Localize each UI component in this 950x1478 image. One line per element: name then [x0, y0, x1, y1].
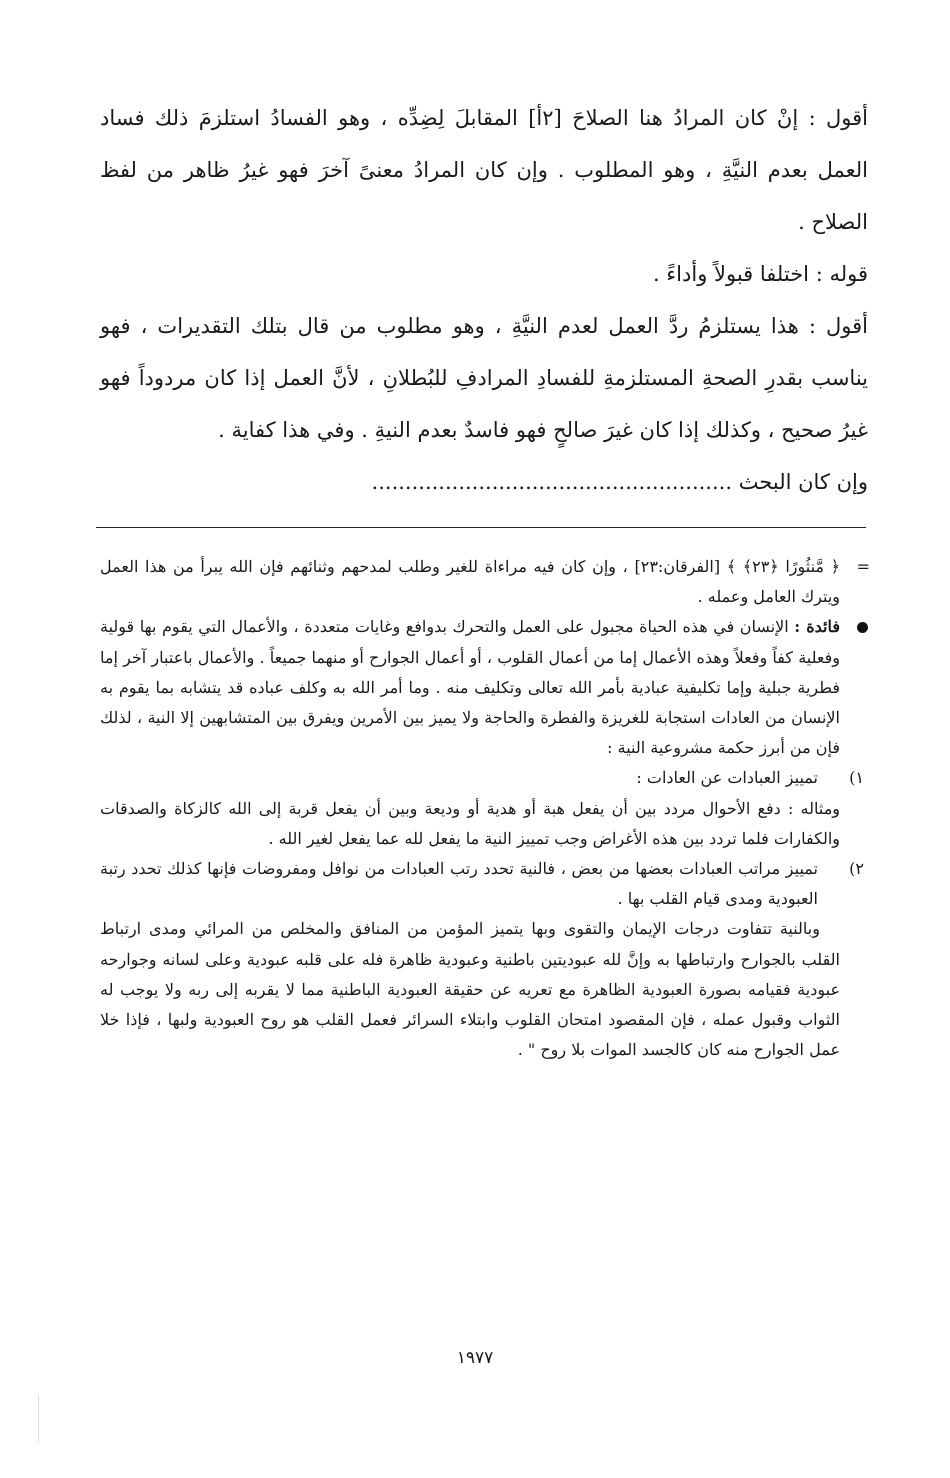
footnotes-section [100, 552, 870, 1065]
bullet-icon [857, 622, 868, 633]
main-paragraph-2: قوله : اختلفا قبولاً وأداءً . [652, 262, 868, 286]
continuation-marker: = [856, 557, 870, 576]
list-item-1-number: ١) [849, 768, 864, 788]
list-item-2 [100, 854, 864, 914]
fawaid-label: فائدة : [794, 617, 840, 637]
closing-paragraph: وبالنية تتفاوت درجات الإيمان والتقوى وبها يتميز المؤمن من المنافق والمخلص من المرائي ومدى ارتباط القلب بالجوارح وارتباطها به وإنَّ لله عبوديتين باطنية وعبودية ظاهرة فله على قلبه عبودية وعلى لسانه وجوارحه عبودية فقيامه بصورة العبودية الظاهرة مع تعريه عن حقيقة العبودية الباطنية مما لا يقربه إلى ربه ولا يوجب له الثواب وقبول عمله ، فإن المقصود امتحان القلوب وابتلاء السرائر فعمل القلب هو روح العبودية ولبها ، فإذا خلا عمل الجوارح منه كان كالجسد الموات بلا روح " . [100, 919, 840, 1060]
footnote-continuation-text: ﴿ مَّنثُورًا ﴿٢٣﴾ ﴾ [الفرقان:٢٣] ، وإن كان فيه مراءاة للغير وطلب لمدحهم وثنائهم فإن الله يبرأ من هذا العمل ويترك العامل وعمله . [100, 557, 840, 607]
page-number: ١٩٧٧ [456, 1348, 494, 1368]
list-item-1-example: ومثاله : دفع الأحوال مردد بين أن يفعل هبة أو هدية أو وديعة وبين أن يفعل قربة إلى الله كالزكاة والصدقات والكفارات فلما تردد بين هذه الأغراض وجب تمييز النية ما يفعل لله عما يفعل لغير الله . [100, 798, 841, 848]
fawaid-text: الإنسان في هذه الحياة مجبول على العمل والتحرك بدوافع وغايات متعددة ، والأعمال التي يقوم بها قولية وفعلية كفاً وفعلاً وهذه الأعمال إما من أعمال القلوب ، أو أعمال الجوارح أو منهما جميعاً . والأعمال باعتبار آخر إما فطرية جبلية وإما تكليفية عبادية بأمر الله تعالى وتكليف منه . وما أمر الله به وكلف عباده قد يتشابه بما يقوم به الإنسان من العادات استجابة للغريزة والفطرة والحاجة ولا يميز بين الأمرين ويفرق بين المتشابهين إلا النية ، لذلك فإن من أبرز حكمة مشروعية النية : [100, 617, 841, 758]
fawaid-paragraph [100, 612, 840, 763]
scan-margin-mark [38, 1395, 39, 1443]
footnote-separator [96, 527, 866, 528]
list-item-1-title: تمييز العبادات عن العادات : [636, 768, 818, 788]
main-paragraph-1: أقول : إنْ كان المرادُ هنا الصلاحَ [٢أ] المقابلَ لِضِدِّه ، وهو الفسادُ استلزمَ ذلك فساد العمل بعدم النيَّةِ ، وهو المطلوب . وإن كان المرادُ معنىً آخرَ فهو غيرُ ظاهر من لفظ الصلاح . [100, 106, 868, 234]
main-paragraph-3: أقول : هذا يستلزمُ ردَّ العمل لعدم النيَّةِ ، وهو مطلوب من قال بتلك التقديرات ، فهو يناسب بقدرِ الصحةِ المستلزمةِ للفسادِ المرادفِ للبُطلانِ ، لأنَّ العمل إذا كان مردوداً فهو غيرُ صحيح ، وكذلك إذا كان غيرَ صالحٍ فهو فاسدٌ بعدم النيةِ . وفي هذا كفاية . [100, 314, 868, 442]
footnote-continuation [100, 552, 870, 612]
list-item-2-number: ٢) [849, 859, 864, 879]
list-item-2-text: تمييز مراتب العبادات بعضها من بعض ، فالنية تحدد رتب العبادات من نوافل ومفروضات فإنها كذلك تحدد رتبة العبودية ومدى قيام القلب بها . [100, 859, 818, 909]
list-item-1 [100, 763, 864, 793]
main-text-body [100, 92, 868, 508]
main-paragraph-4: وإن كان البحث ...................................................... [371, 470, 868, 494]
